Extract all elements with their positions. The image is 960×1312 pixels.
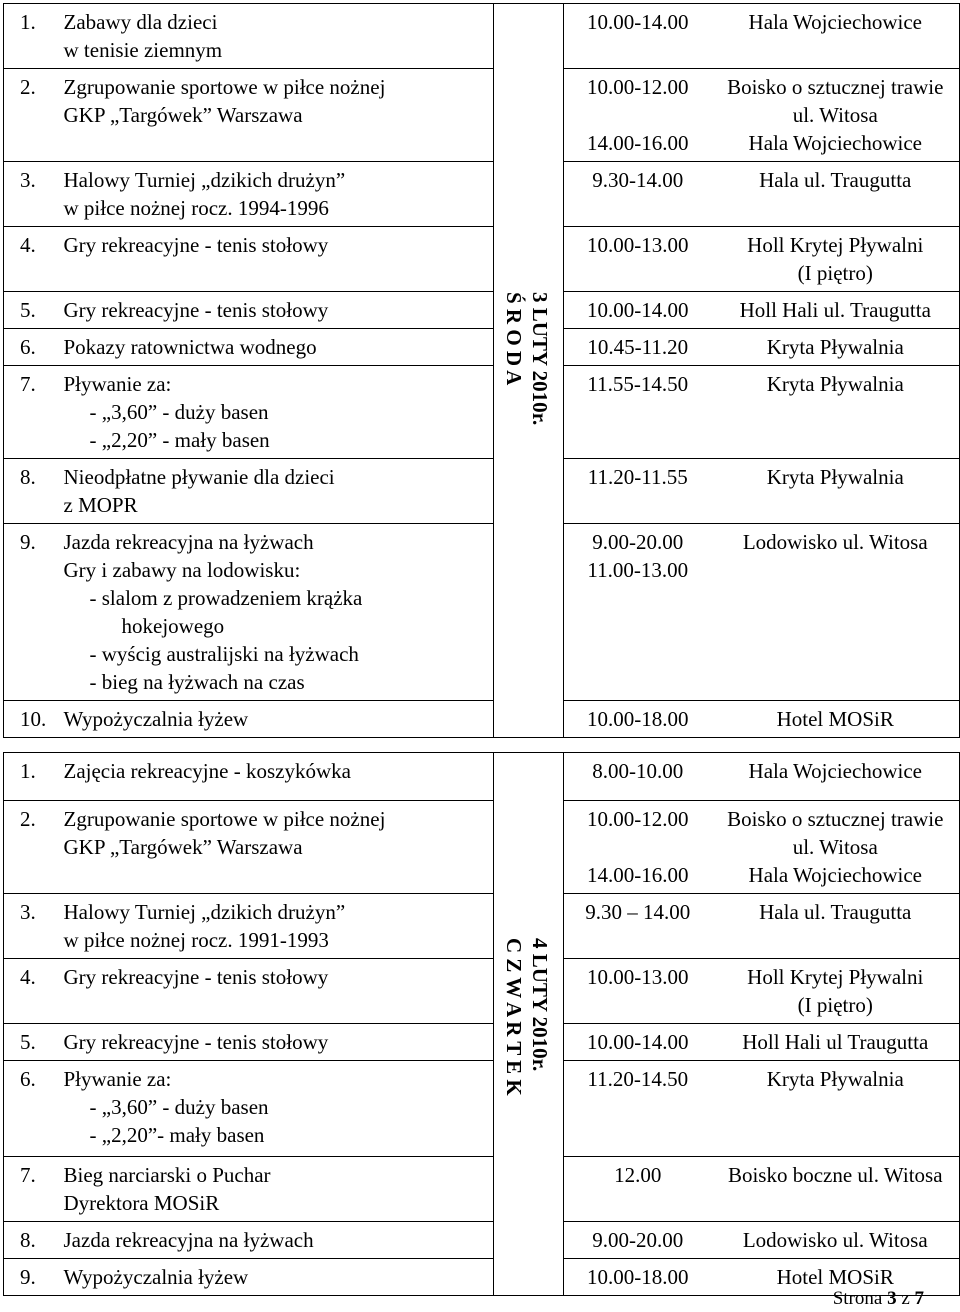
event-line: GKP „Targówek” Warszawa [63,103,303,127]
event-time [564,4,712,69]
event-place [712,162,960,227]
event-place [712,701,960,738]
event-number [4,1222,64,1259]
event-number [4,1259,64,1296]
day-label [501,292,553,425]
event-time [564,366,712,459]
event-time [564,329,712,366]
place-line: Kryta Pływalnia [766,372,904,396]
time-line: 14.00-16.00 [587,131,689,155]
event-number-text: 2. [20,807,36,831]
event-time [564,753,712,801]
event-time [564,162,712,227]
place-line: (I piętro) [797,993,873,1017]
event-place [712,69,960,162]
event-row [4,753,960,801]
place-line: Kryta Pływalnia [766,465,904,489]
event-number [4,162,64,227]
event-description [64,524,494,701]
page-number: 3 [887,1288,897,1309]
event-number-text: 1. [20,10,36,34]
event-description [64,366,494,459]
place-line: ul. Witosa [792,835,878,859]
place-line: Hala ul. Traugutta [759,900,912,924]
event-number-text: 5. [20,298,36,322]
event-line: - bieg na łyżwach na czas [89,670,305,694]
event-line: GKP „Targówek” Warszawa [63,835,303,859]
place-line: Hala Wojciechowice [748,131,922,155]
event-line: - „2,20” - mały basen [89,428,270,452]
event-place [712,1061,960,1157]
event-number [4,366,64,459]
event-row [4,69,960,162]
event-number-text: 3. [20,900,36,924]
event-description [64,459,494,524]
event-place [712,292,960,329]
day-date: 3 LUTY 2010r. [528,292,552,426]
event-number [4,329,64,366]
event-line: Wypożyczalnia łyżew [63,707,249,731]
event-time [564,801,712,894]
event-number [4,959,64,1024]
event-number-text: 9. [20,1265,36,1289]
event-place [712,894,960,959]
event-place [712,329,960,366]
event-number [4,459,64,524]
time-line: 14.00-16.00 [587,863,689,887]
event-line: Gry i zabawy na lodowisku: [63,558,301,582]
event-line: Bieg narciarski o Puchar [63,1163,271,1187]
time-line: 11.20-14.50 [587,1067,689,1091]
event-description [64,329,494,366]
event-place [712,459,960,524]
event-row [4,366,960,459]
event-time [564,959,712,1024]
event-place [712,753,960,801]
day-weekday: C Z W A R T E K [502,938,526,1096]
event-line: w piłce nożnej rocz. 1994-1996 [63,196,329,220]
time-line: 10.00-18.00 [587,1265,689,1289]
place-line: ul. Witosa [792,103,878,127]
event-time [564,701,712,738]
event-number [4,701,64,738]
event-description [64,69,494,162]
time-line: 10.00-13.00 [587,233,689,257]
event-line: Pływanie za: [63,1067,172,1091]
event-line: Zgrupowanie sportowe w piłce nożnej [63,75,386,99]
time-line: 8.00-10.00 [592,759,684,783]
event-time [564,69,712,162]
event-time [564,292,712,329]
place-line: (I piętro) [797,261,873,285]
event-number-text: 2. [20,75,36,99]
event-description [64,753,494,801]
time-line: 9.30 – 14.00 [585,900,691,924]
event-line: Halowy Turniej „dzikich drużyn” [63,168,346,192]
event-number [4,4,64,69]
event-place [712,1024,960,1061]
event-time [564,1061,712,1157]
event-description [64,4,494,69]
place-line: Holl Krytej Pływalni [747,233,924,257]
event-time [564,459,712,524]
place-line: Boisko o sztucznej trawie [727,807,944,831]
event-row [4,1024,960,1061]
event-row [4,227,960,292]
event-number-text: 4. [20,233,36,257]
event-number-text: 4. [20,965,36,989]
event-number [4,753,64,801]
event-number-text: 7. [20,372,36,396]
event-description [64,1157,494,1222]
event-number-text: 8. [20,1228,36,1252]
event-place [712,1157,960,1222]
event-row [4,162,960,227]
event-description [64,227,494,292]
event-number-text: 1. [20,759,36,783]
page-footer [833,1288,924,1310]
event-number [4,69,64,162]
place-line: Hotel MOSiR [776,707,894,731]
event-time [564,1157,712,1222]
place-line: Lodowisko ul. Witosa [742,1228,928,1252]
event-number-text: 10. [20,707,47,731]
event-line: - slalom z prowadzeniem krążka [89,586,363,610]
event-number [4,1157,64,1222]
event-number [4,227,64,292]
event-line: Zajęcia rekreacyjne - koszykówka [63,759,351,783]
time-line: 10.00-13.00 [587,965,689,989]
time-line: 10.00-14.00 [587,10,689,34]
event-number-text: 8. [20,465,36,489]
time-line: 9.30-14.00 [592,168,684,192]
event-line: w piłce nożnej rocz. 1991-1993 [63,928,329,952]
event-line: Pływanie za: [63,372,172,396]
event-number-text: 3. [20,168,36,192]
place-line: Holl Krytej Pływalni [747,965,924,989]
event-line: z MOPR [63,493,138,517]
event-line: Zabawy dla dzieci [63,10,218,34]
time-line: 10.00-12.00 [587,75,689,99]
time-line: 12.00 [614,1163,662,1187]
time-line: 10.45-11.20 [587,335,689,359]
event-row [4,329,960,366]
event-line: Jazda rekreacyjna na łyżwach [63,530,314,554]
event-description [64,162,494,227]
event-time [564,227,712,292]
event-row [4,894,960,959]
event-description [64,959,494,1024]
event-line: Nieodpłatne pływanie dla dzieci [63,465,335,489]
time-line: 11.55-14.50 [587,372,689,396]
event-row [4,959,960,1024]
event-place [712,1222,960,1259]
event-number-text: 9. [20,530,36,554]
event-time [564,524,712,701]
event-description [64,1259,494,1296]
event-time [564,894,712,959]
time-line [564,101,712,129]
event-description [64,894,494,959]
event-number-text: 7. [20,1163,36,1187]
event-time [564,1024,712,1061]
event-number-text: 6. [20,335,36,359]
place-line: Boisko o sztucznej trawie [727,75,944,99]
event-line: - wyścig australijski na łyżwach [89,642,359,666]
event-number [4,1024,64,1061]
event-line: Pokazy ratownictwa wodnego [63,335,317,359]
schedule-table-day2 [3,752,960,1296]
event-row [4,1061,960,1157]
page-total: 7 [914,1288,924,1309]
event-place [712,366,960,459]
event-line: Zgrupowanie sportowe w piłce nożnej [63,807,386,831]
time-line: 9.00-20.00 [592,1228,684,1252]
event-description [64,1222,494,1259]
event-place [712,959,960,1024]
event-place [712,524,960,701]
time-line: 10.00-12.00 [587,807,689,831]
time-line: 9.00-20.00 [592,530,684,554]
event-time [564,1259,712,1296]
time-line: 10.00-18.00 [587,707,689,731]
place-line: Holl Hali ul Traugutta [742,1030,929,1054]
place-line: Kryta Pływalnia [766,335,904,359]
event-number [4,524,64,701]
event-row [4,1259,960,1296]
event-place [712,801,960,894]
place-line: Hala ul. Traugutta [759,168,912,192]
event-line: Gry rekreacyjne - tenis stołowy [63,1030,329,1054]
event-description [64,292,494,329]
event-line: - „3,60” - duży basen [89,1095,269,1119]
event-line: w tenisie ziemnym [63,38,223,62]
event-time [564,1222,712,1259]
event-row [4,292,960,329]
event-description [64,801,494,894]
time-line: 11.20-11.55 [587,465,688,489]
event-line: - „3,60” - duży basen [89,400,269,424]
event-row [4,1222,960,1259]
event-number-text: 5. [20,1030,36,1054]
event-line: Halowy Turniej „dzikich drużyn” [63,900,346,924]
event-row [4,801,960,894]
event-row [4,524,960,701]
event-description [64,1061,494,1157]
event-line: Jazda rekreacyjna na łyżwach [63,1228,314,1252]
schedule-table-day1 [3,3,960,738]
place-line: Hotel MOSiR [776,1265,894,1289]
place-line: Holl Hali ul. Traugutta [739,298,931,322]
event-line: hokejowego [121,614,225,638]
time-line: 10.00-14.00 [587,1030,689,1054]
event-row [4,701,960,738]
event-place [712,227,960,292]
event-line: Gry rekreacyjne - tenis stołowy [63,965,329,989]
event-line: Gry rekreacyjne - tenis stołowy [63,298,329,322]
event-description [64,701,494,738]
page-prefix: Strona [832,1288,883,1309]
event-number-text: 6. [20,1067,36,1091]
event-line: Dyrektora MOSiR [63,1191,220,1215]
time-line: 10.00-14.00 [587,298,689,322]
event-number [4,801,64,894]
event-number [4,1061,64,1157]
event-row [4,4,960,69]
day-date: 4 LUTY 2010r. [528,938,552,1072]
place-line: Hala Wojciechowice [748,10,922,34]
place-line: Lodowisko ul. Witosa [742,530,928,554]
time-line: 11.00-13.00 [587,558,689,582]
event-description [64,1024,494,1061]
time-line [564,833,712,861]
event-line: Gry rekreacyjne - tenis stołowy [63,233,329,257]
event-line: Wypożyczalnia łyżew [63,1265,249,1289]
event-row [4,1157,960,1222]
event-number [4,292,64,329]
place-line: Kryta Pływalnia [766,1067,904,1091]
place-line: Hala Wojciechowice [748,863,922,887]
event-row [4,459,960,524]
day-weekday: Ś R O D A [502,292,526,386]
event-number [4,894,64,959]
place-line: Hala Wojciechowice [748,759,922,783]
event-line: - „2,20”- mały basen [89,1123,265,1147]
day-label [501,938,553,1096]
place-line: Boisko boczne ul. Witosa [727,1163,943,1187]
event-place [712,4,960,69]
page-sep: z [901,1288,910,1309]
